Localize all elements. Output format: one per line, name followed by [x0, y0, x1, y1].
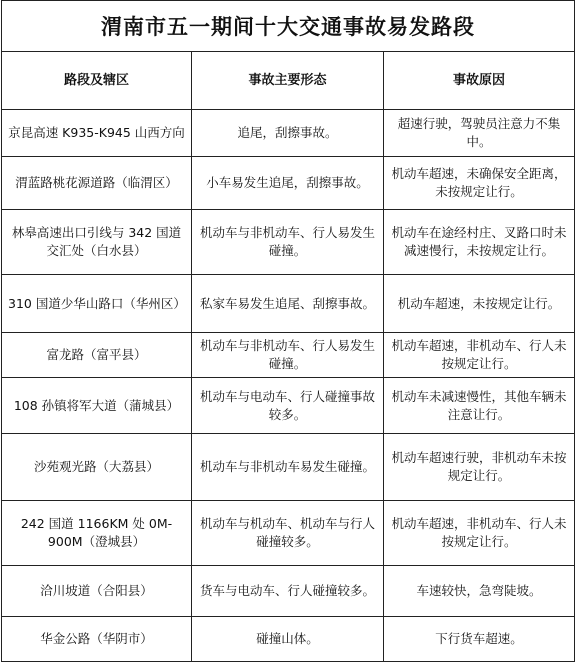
header-road-section: 路段及辖区	[2, 52, 192, 109]
road-section-cell: 京昆高速 K935-K945 山西方向	[2, 110, 192, 156]
accident-cause-cell: 下行货车超速。	[435, 631, 523, 646]
table-row	[2, 566, 574, 617]
road-section-cell: 242 国道 1166KM 处 0M-900M（澄城县）	[2, 501, 192, 565]
accident-cause-cell: 机动车超速行驶，非机动车未按规定让行。	[391, 450, 567, 483]
road-section-cell: 林皋高速出口引线与 342 国道交汇处（白水县）	[2, 210, 192, 274]
accident-type-cell: 机动车与电动车、行人碰撞事故较多。	[192, 378, 384, 433]
accident-type-cell: 机动车与机动车、机动车与行人碰撞较多。	[192, 501, 384, 565]
header-accident-cause: 事故原因	[452, 72, 505, 88]
accident-cause-cell: 机动车在途经村庄、叉路口时未减速慢行，未按规定让行。	[391, 225, 567, 258]
header-accident-type: 事故主要形态	[192, 52, 384, 109]
table-row	[2, 110, 574, 157]
accident-type-cell: 机动车与非机动车、行人易发生碰撞。	[192, 333, 384, 377]
road-section-cell: 富龙路（富平县）	[2, 333, 192, 377]
accident-type-cell: 小车易发生追尾，刮擦事故。	[192, 157, 384, 209]
road-section-cell: 洽川坡道（合阳县）	[2, 566, 192, 616]
table-row	[2, 501, 574, 566]
road-section-cell: 华金公路（华阴市）	[2, 617, 192, 661]
table-row	[2, 275, 574, 333]
table-row	[2, 333, 574, 378]
road-section-cell: 沙苑观光路（大荔县）	[2, 434, 192, 500]
accident-type-cell: 货车与电动车、行人碰撞较多。	[192, 566, 384, 616]
accident-cause-cell: 机动车超速，未按规定让行。	[397, 295, 561, 311]
accident-cause-cell: 机动车超速，非机动车、行人未按规定让行。	[391, 516, 567, 549]
accident-type-cell: 追尾，刮擦事故。	[192, 110, 384, 156]
table-row	[2, 157, 574, 210]
accident-cause-cell: 机动车超速，未确保安全距离，未按规定让行。	[391, 166, 567, 199]
road-section-cell: 108 孙镇将军大道（蒲城县）	[2, 378, 192, 433]
accident-cause-cell: 机动车未减速慢性，其他车辆未注意让行。	[391, 388, 567, 422]
table-row	[2, 434, 574, 501]
table-header-row	[2, 52, 574, 110]
accident-table	[1, 0, 575, 662]
table-row	[2, 378, 574, 434]
accident-type-cell: 机动车与非机动车易发生碰撞。	[192, 434, 384, 500]
accident-type-cell: 碰撞山体。	[192, 617, 384, 661]
accident-type-cell: 私家车易发生追尾、刮擦事故。	[192, 275, 384, 332]
accident-type-cell: 机动车与非机动车、行人易发生碰撞。	[192, 210, 384, 274]
accident-cause-cell: 超速行驶，驾驶员注意力不集中。	[397, 116, 561, 149]
accident-cause-cell: 机动车超速，非机动车、行人未按规定让行。	[391, 338, 567, 371]
accident-cause-cell: 车速较快，急弯陡坡。	[416, 583, 542, 598]
road-section-cell: 渭蓝路桃花源道路（临渭区）	[2, 157, 192, 209]
road-section-cell: 310 国道少华山路口（华州区）	[2, 275, 192, 332]
table-row	[2, 210, 574, 275]
table-row	[2, 617, 574, 661]
table-title: 渭南市五一期间十大交通事故易发路段	[2, 1, 574, 52]
